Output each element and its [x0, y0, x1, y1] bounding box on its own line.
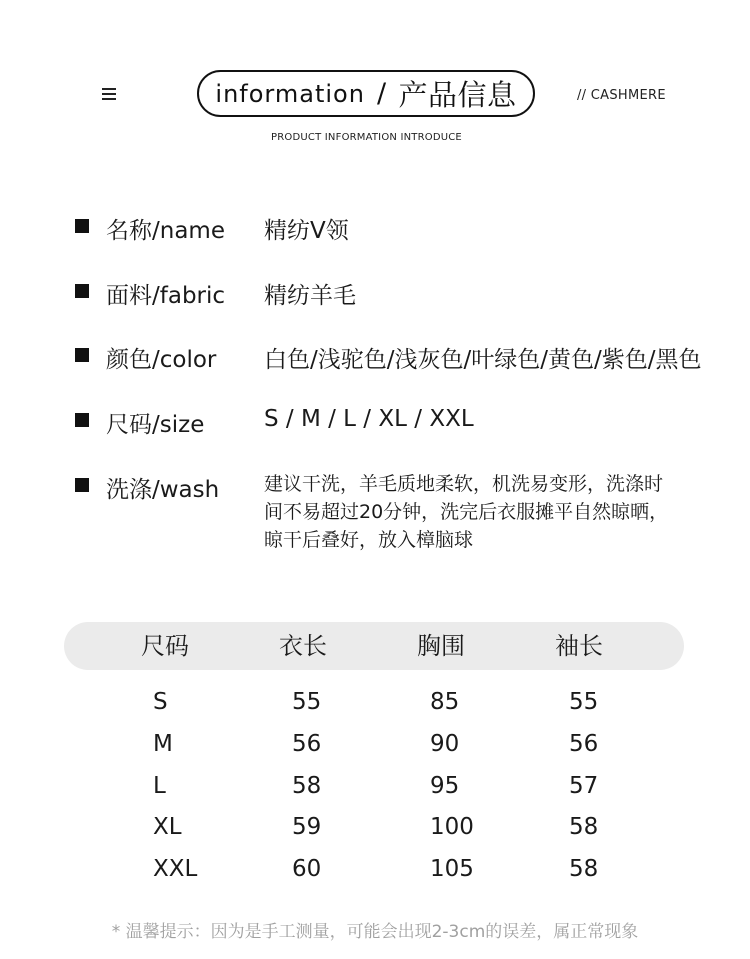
bullet-square-icon [75, 478, 89, 492]
table-cell: 56 [569, 731, 599, 757]
info-label: 尺码/size [106, 412, 205, 438]
info-label: 面料/fabric [106, 283, 226, 309]
info-row-size [75, 406, 474, 439]
table-cell: 57 [569, 773, 599, 799]
bullet-square-icon [75, 413, 89, 427]
menu-icon[interactable] [102, 88, 116, 100]
table-cell: 95 [430, 773, 460, 799]
title-pill [197, 70, 535, 117]
info-row-fabric [75, 277, 356, 310]
info-value: 精纺V领 [264, 218, 349, 244]
title-separator: / [376, 78, 387, 109]
table-cell: 55 [292, 689, 322, 715]
title-english: information [215, 79, 365, 108]
bullet-square-icon [75, 219, 89, 233]
table-cell: M [153, 731, 173, 757]
table-cell: 58 [569, 856, 599, 882]
table-cell: 105 [430, 856, 474, 882]
size-table-header [64, 622, 684, 670]
table-cell: 59 [292, 814, 322, 840]
table-cell: 58 [292, 773, 322, 799]
info-value: S / M / L / XL / XXL [264, 406, 474, 432]
page-subtitle: PRODUCT INFORMATION INTRODUCE [271, 132, 462, 143]
column-header: 袖长 [555, 632, 603, 660]
info-value: 白色/浅驼色/浅灰色/叶绿色/黄色/紫色/黑色 [264, 347, 702, 373]
table-cell: S [153, 689, 168, 715]
info-label: 颜色/color [106, 347, 217, 373]
table-cell: XL [153, 814, 182, 840]
info-label: 名称/name [106, 218, 225, 244]
bullet-square-icon [75, 348, 89, 362]
info-label: 洗涤/wash [106, 477, 220, 503]
info-value-wash: 建议干洗，羊毛质地柔软，机洗易变形，洗涤时间不易超过20分钟，洗完后衣服摊平自然晾晒，晾干后叠好，放入樟脑球 [264, 473, 669, 551]
table-cell: XXL [153, 856, 198, 882]
column-header: 尺码 [141, 632, 189, 660]
column-header: 胸围 [417, 632, 465, 660]
info-row-wash [75, 471, 674, 554]
column-header: 衣长 [279, 632, 327, 660]
measurement-note: * 温馨提示：因为是手工测量，可能会出现2-3cm的误差，属正常现象 [111, 922, 639, 942]
table-cell: 100 [430, 814, 474, 840]
title-chinese: 产品信息 [398, 78, 517, 112]
info-row-color [75, 341, 702, 374]
table-cell: L [153, 773, 166, 799]
info-row-name [75, 212, 349, 245]
table-cell: 90 [430, 731, 460, 757]
brand-label: // CASHMERE [577, 88, 666, 103]
info-value: 精纺羊毛 [264, 283, 356, 309]
table-cell: 85 [430, 689, 460, 715]
table-cell: 60 [292, 856, 322, 882]
table-cell: 56 [292, 731, 322, 757]
table-cell: 55 [569, 689, 599, 715]
table-cell: 58 [569, 814, 599, 840]
bullet-square-icon [75, 284, 89, 298]
